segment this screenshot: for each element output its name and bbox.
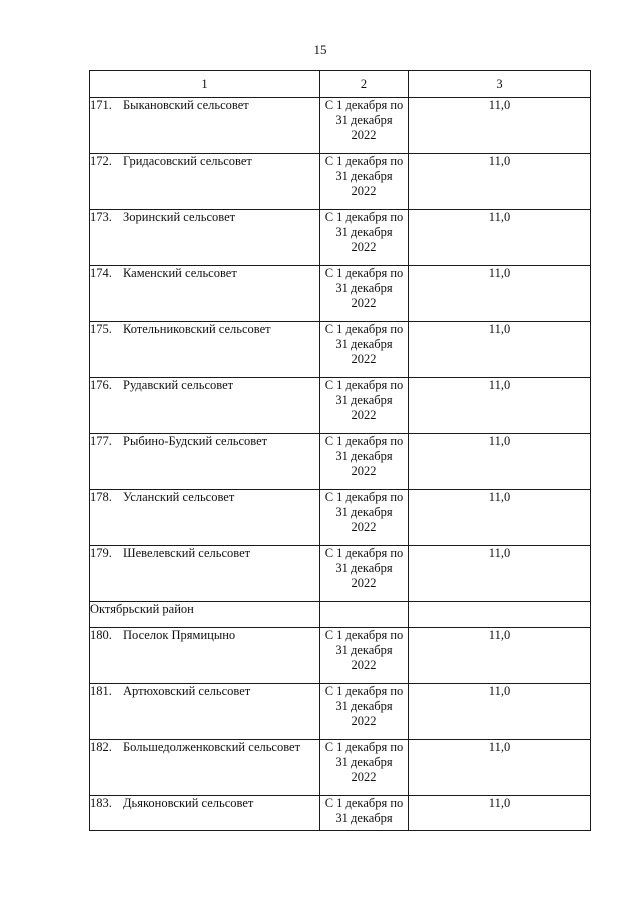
period-line: 31 декабря [335,281,393,295]
name-cell [90,628,320,684]
row-number: 176. [90,378,112,392]
column-header-2: 2 [320,71,409,98]
row-number: 178. [90,490,112,504]
table-row [90,740,591,796]
row-number: 171. [90,98,112,112]
table-row [90,434,591,490]
table-row [90,628,591,684]
table-row [90,546,591,602]
name-cell [90,684,320,740]
period-cell [320,434,409,490]
period-line: 31 декабря [335,699,393,713]
name-cell [90,98,320,154]
period-cell [320,266,409,322]
period-cell [320,490,409,546]
row-number: 181. [90,684,112,698]
table-row [90,98,591,154]
table-header-row [90,71,591,98]
municipality-name: Шевелевский сельсовет [123,546,251,560]
table-row [90,210,591,266]
period-line: 2022 [351,714,377,728]
period-line: С 1 декабря по [324,740,404,754]
period-line: С 1 декабря по [324,154,404,168]
period-line: 2022 [351,658,377,672]
period-line: С 1 декабря по [324,796,404,810]
row-number: 183. [90,796,112,810]
section-row [90,602,591,628]
period-line: 31 декабря [335,225,393,239]
period-line: 31 декабря [335,505,393,519]
value-cell: 11,0 [409,98,591,154]
municipality-name: Поселок Прямицыно [123,628,236,642]
value-cell: 11,0 [409,434,591,490]
period-line: С 1 декабря по [324,546,404,560]
column-header-1: 1 [90,71,320,98]
period-line: 2022 [351,184,377,198]
value-cell: 11,0 [409,628,591,684]
name-cell [90,796,320,831]
value-cell: 11,0 [409,378,591,434]
table-row [90,266,591,322]
period-line: 2022 [351,576,377,590]
municipality-name: Гридасовский сельсовет [123,154,252,168]
period-line: 2022 [351,128,377,142]
row-number: 173. [90,210,112,224]
period-line: 2022 [351,408,377,422]
period-line: 2022 [351,520,377,534]
value-cell: 11,0 [409,322,591,378]
municipality-name: Рудавский сельсовет [123,378,234,392]
column-header-3: 3 [409,71,591,98]
municipality-name: Быкановский сельсовет [123,98,249,112]
period-line: С 1 декабря по [324,684,404,698]
table-row [90,684,591,740]
table-row [90,796,591,831]
municipality-name: Артюховский сельсовет [123,684,251,698]
period-line: 2022 [351,770,377,784]
municipality-name: Каменский сельсовет [123,266,237,280]
row-number: 179. [90,546,112,560]
period-line: 31 декабря [335,561,393,575]
period-line: 31 декабря [335,393,393,407]
name-cell [90,546,320,602]
period-line: 2022 [351,296,377,310]
period-line: 2022 [351,240,377,254]
period-line: С 1 декабря по [324,628,404,642]
row-number: 182. [90,740,112,754]
municipality-name: Дьяконовский сельсовет [123,796,254,810]
period-cell [320,322,409,378]
period-line: 31 декабря [335,643,393,657]
name-cell [90,490,320,546]
period-cell [320,378,409,434]
document-table [89,70,591,831]
name-cell [90,434,320,490]
table-row [90,490,591,546]
period-line: С 1 декабря по [324,98,404,112]
name-cell [90,210,320,266]
empty-cell [409,602,591,628]
municipality-name: Рыбино-Будский сельсовет [123,434,268,448]
period-line: С 1 декабря по [324,378,404,392]
period-line: 2022 [351,352,377,366]
value-cell: 11,0 [409,490,591,546]
period-line: 31 декабря [335,113,393,127]
empty-cell [320,602,409,628]
page-number: 15 [313,42,327,57]
value-cell: 11,0 [409,266,591,322]
municipality-name: Котельниковский сельсовет [123,322,271,336]
name-cell [90,154,320,210]
period-line: 2022 [351,464,377,478]
value-cell: 11,0 [409,740,591,796]
value-cell: 11,0 [409,154,591,210]
period-line: 31 декабря [335,169,393,183]
period-line: С 1 декабря по [324,322,404,336]
municipality-name: Зоринский сельсовет [123,210,236,224]
name-cell [90,740,320,796]
period-line: 31 декабря [335,755,393,769]
municipality-name: Большедолженковский сельсовет [123,740,301,754]
period-cell [320,210,409,266]
table-row [90,378,591,434]
row-number: 172. [90,154,112,168]
period-line: 31 декабря [335,337,393,351]
value-cell: 11,0 [409,684,591,740]
period-cell [320,546,409,602]
period-cell [320,684,409,740]
period-line: 31 декабря [335,449,393,463]
name-cell [90,266,320,322]
period-line: С 1 декабря по [324,434,404,448]
period-line: С 1 декабря по [324,210,404,224]
period-cell [320,740,409,796]
value-cell: 11,0 [409,210,591,266]
period-line: С 1 декабря по [324,266,404,280]
row-number: 174. [90,266,112,280]
value-cell: 11,0 [409,796,591,831]
period-cell [320,98,409,154]
name-cell [90,322,320,378]
value-cell: 11,0 [409,546,591,602]
period-cell [320,154,409,210]
district-heading: Октябрьский район [90,602,320,628]
name-cell [90,378,320,434]
row-number: 175. [90,322,112,336]
period-cell [320,628,409,684]
period-cell [320,796,409,831]
table-row [90,322,591,378]
row-number: 180. [90,628,112,642]
table-row [90,154,591,210]
row-number: 177. [90,434,112,448]
municipality-name: Усланский сельсовет [123,490,235,504]
period-line: С 1 декабря по [324,490,404,504]
period-line: 31 декабря [335,811,393,825]
